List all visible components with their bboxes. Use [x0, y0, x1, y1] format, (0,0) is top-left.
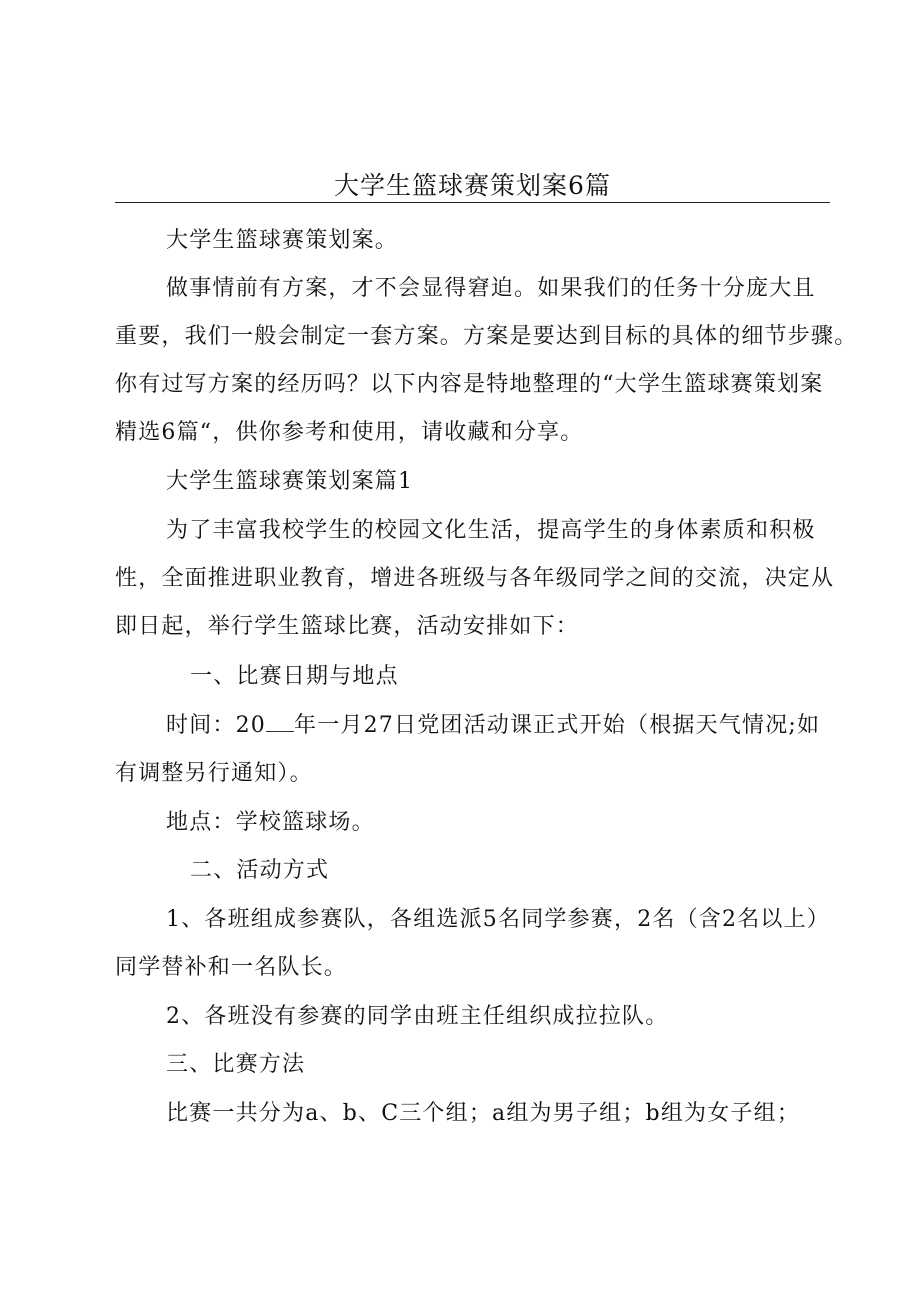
time-line-2: 有调整另行通知）。: [115, 761, 313, 786]
time-suffix: 年一月27日党团活动课正式开始（根据天气情况;如: [294, 713, 821, 738]
purpose-line-2: 性，全面推进职业教育，增进各班级与各年级同学之间的交流，决定从: [115, 566, 835, 591]
intro-line-3: 你有过写方案的经历吗？以下内容是特地整理的“大学生篮球赛策划案: [115, 372, 824, 397]
intro-line-1: 做事情前有方案，才不会显得窘迫。如果我们的任务十分庞大且: [166, 276, 816, 301]
purpose-line-3: 即日起，举行学生篮球比赛，活动安排如下：: [115, 614, 580, 639]
purpose-line-1: 为了丰富我校学生的校园文化生活，提高学生的身体素质和积极: [166, 518, 816, 543]
item-one-line-2: 同学替补和一名队长。: [115, 955, 348, 980]
time-paragraph: [115, 702, 830, 798]
purpose-paragraph: [115, 507, 835, 651]
heading-three: 三、比赛方法: [166, 1052, 306, 1077]
item-two: 2、各班没有参赛的同学由班主任组织成拉拉队。: [166, 1004, 669, 1029]
item-one-paragraph: [115, 896, 830, 992]
title-underline: [115, 202, 830, 203]
heading-one: 一、比赛日期与地点: [190, 664, 399, 689]
item-one-line-1: 1、各班组成参赛队，各组选派5名同学参赛，2名（含2名以上）: [166, 907, 830, 932]
time-prefix: 时间：20: [166, 713, 266, 738]
intro-line-4: 精选6篇“，供你参考和使用，请收藏和分享。: [115, 420, 584, 445]
intro-line-2: 重要，我们一般会制定一套方案。方案是要达到目标的具体的细节步骤。: [115, 324, 858, 349]
method-line: 比赛一共分为a、b、C三个组；a组为男子组；b组为女子组；: [166, 1101, 801, 1126]
intro-paragraph: [115, 265, 858, 457]
section-heading: 大学生篮球赛策划案篇1: [166, 469, 414, 494]
heading-two: 二、活动方式: [190, 858, 330, 883]
place-line: 地点：学校篮球场。: [166, 810, 375, 835]
time-line-1: [115, 702, 830, 750]
document-title: 大学生篮球赛策划案6篇: [334, 171, 611, 200]
intro-label: 大学生篮球赛策划案。: [166, 228, 399, 253]
date-blank: [266, 713, 294, 732]
